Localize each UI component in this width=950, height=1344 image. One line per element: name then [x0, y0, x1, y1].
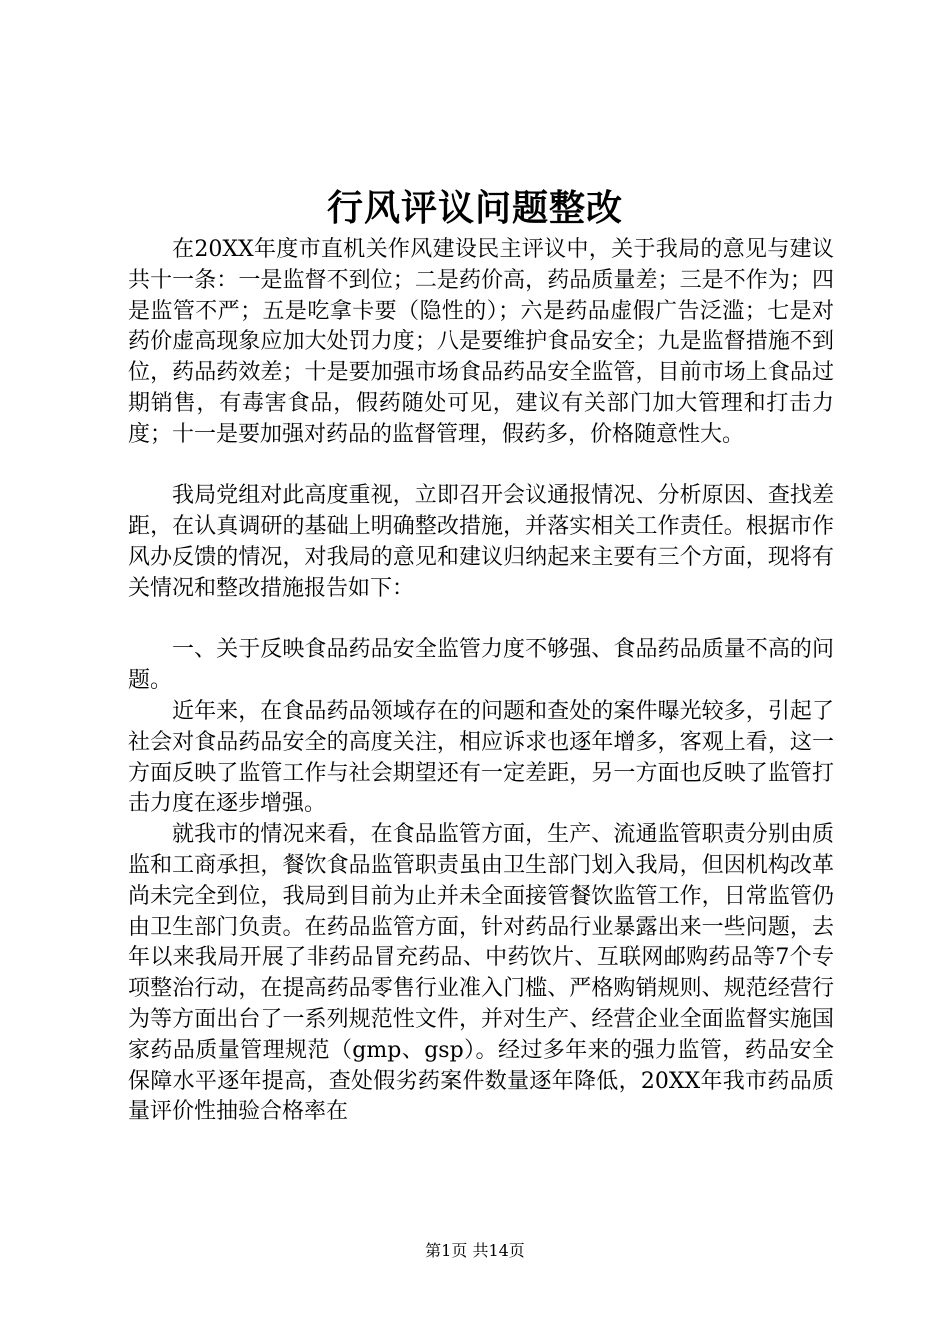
paragraph-gap — [128, 451, 834, 482]
section-heading-one: 一、关于反映食品药品安全监管力度不够强、食品药品质量不高的问题。 — [128, 637, 834, 694]
paragraph-recent-years: 近年来，在食品药品领域存在的问题和查处的案件曝光较多，引起了社会对食品药品安全的高度关注，相应诉求也逐年增多，客观上看，这一方面反映了监管工作与社会期望还有一定差距，另一方面也反映了监管打击力度在逐步增强。 — [128, 698, 834, 817]
page-number-footer: 第1页 共14页 — [425, 1241, 525, 1260]
paragraph-opinions: 在20XX年度市直机关作风建设民主评议中，关于我局的意见与建议共十一条：一是监督不到位；二是药价高，药品质量差；三是不作为；四是监管不严；五是吃拿卡要（隐性的）；六是药品虚假广告泛滥；七是对药价虚高现象应加大处罚力度；八是要维护食品安全；九是监督措施不到位，药品药效差；十是要加强市场食品药品安全监管，目前市场上食品过期销售，有毒害食品，假药随处可见，建议有关部门加大管理和打击力度；十一是要加强对药品的监督管理，假药多，价格随意性大。 — [128, 237, 834, 447]
paragraph-gap — [128, 605, 834, 636]
document-body — [128, 235, 834, 1128]
paragraph-response: 我局党组对此高度重视，立即召开会议通报情况、分析原因、查找差距，在认真调研的基础上明确整改措施，并落实相关工作责任。根据市作风办反馈的情况，对我局的意见和建议归纳起来主要有三个方面，现将有关情况和整改措施报告如下： — [128, 483, 834, 601]
paragraph-city-situation: 就我市的情况来看，在食品监管方面，生产、流通监管职责分别由质监和工商承担，餐饮食品监管职责虽由卫生部门划入我局，但因机构改革尚未完全到位，我局到目前为止并未全面接管餐饮监管工作，日常监管仍由卫生部门负责。在药品监管方面，针对药品行业暴露出来一些问题，去年以来我局开展了非药品冒充药品、中药饮片、互联网邮购药品等7个专项整治行动，在提高药品零售行业准入门槛、严格购销规则、规范经营行为等方面出台了一系列规范性文件，并对生产、经营企业全面监督实施国家药品质量管理规范（gmp、gsp）。经过多年来的强力监管，药品安全保障水平逐年提高，查处假劣药案件数量逐年降低，20XX年我市药品质量评价性抽验合格率在 — [128, 822, 834, 1125]
document-title: 行风评议问题整改 — [326, 187, 623, 229]
